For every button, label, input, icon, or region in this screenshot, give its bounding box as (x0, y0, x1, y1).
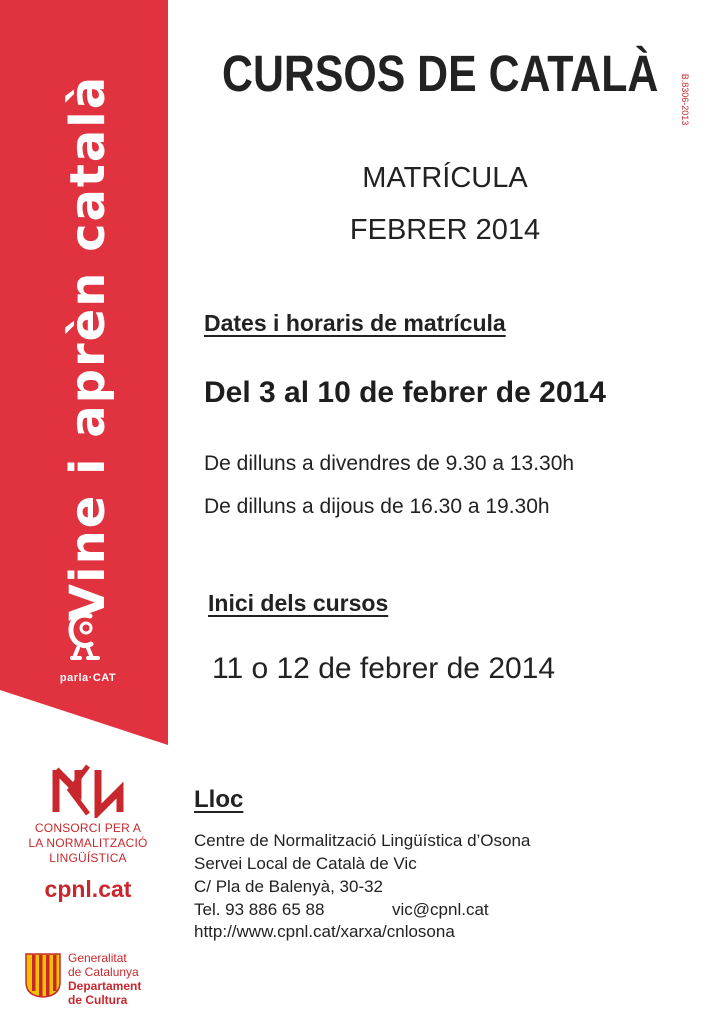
start-heading: Inici dels cursos (208, 590, 389, 616)
hours-line-1: De dilluns a divendres de 9.30 a 13.30h (204, 452, 575, 475)
generalitat-line-1: Generalitat (68, 951, 127, 965)
enrollment-period: FEBRER 2014 (349, 214, 541, 246)
place-heading: Lloc (194, 786, 244, 813)
parla-cat-label: parla·CAT (59, 672, 117, 684)
generalitat-text (68, 951, 141, 1007)
place-line-3: C/ Pla de Balenyà, 30-32 (194, 877, 384, 896)
place-email[interactable]: vic@cpnl.cat (392, 900, 489, 919)
consorci-line-1: CONSORCI PER A (34, 821, 142, 835)
place-line-2: Servei Local de Català de Vic (194, 854, 417, 873)
generalitat-line-2: de Catalunya (68, 965, 139, 979)
department-line-2: de Cultura (68, 993, 128, 1007)
consorci-line-3: LINGÜÍSTICA (49, 851, 127, 865)
enrollment-dates: Del 3 al 10 de febrer de 2014 (204, 376, 606, 409)
consorci-logo-icon (52, 762, 124, 818)
consorci-line-2: LA NORMALITZACIÓ (28, 836, 148, 850)
page-title: CURSOS DE CATALÀ (222, 45, 659, 102)
place-url[interactable]: http://www.cpnl.cat/xarxa/cnlosona (194, 922, 455, 941)
department-line-1: Departament (68, 979, 142, 993)
enrollment-label: MATRÍCULA (362, 162, 528, 194)
place-line-1: Centre de Normalització Lingüística d’Osona (194, 831, 531, 850)
place-phone: Tel. 93 886 65 88 (194, 900, 325, 919)
cpnl-site-logo: cpnl.cat (44, 876, 132, 902)
banner-slogan: Vine i aprèn català (60, 74, 116, 622)
generalitat-flag-icon (24, 952, 62, 998)
consorci-name (18, 821, 158, 866)
start-dates: 11 o 12 de febrer de 2014 (212, 652, 556, 685)
parla-cat-mascot-icon (64, 610, 108, 662)
hours-line-2: De dilluns a dijous de 16.30 a 19.30h (204, 495, 550, 518)
schedule-heading: Dates i horaris de matrícula (204, 310, 506, 336)
document-code: B.8306-2013 (680, 73, 691, 126)
